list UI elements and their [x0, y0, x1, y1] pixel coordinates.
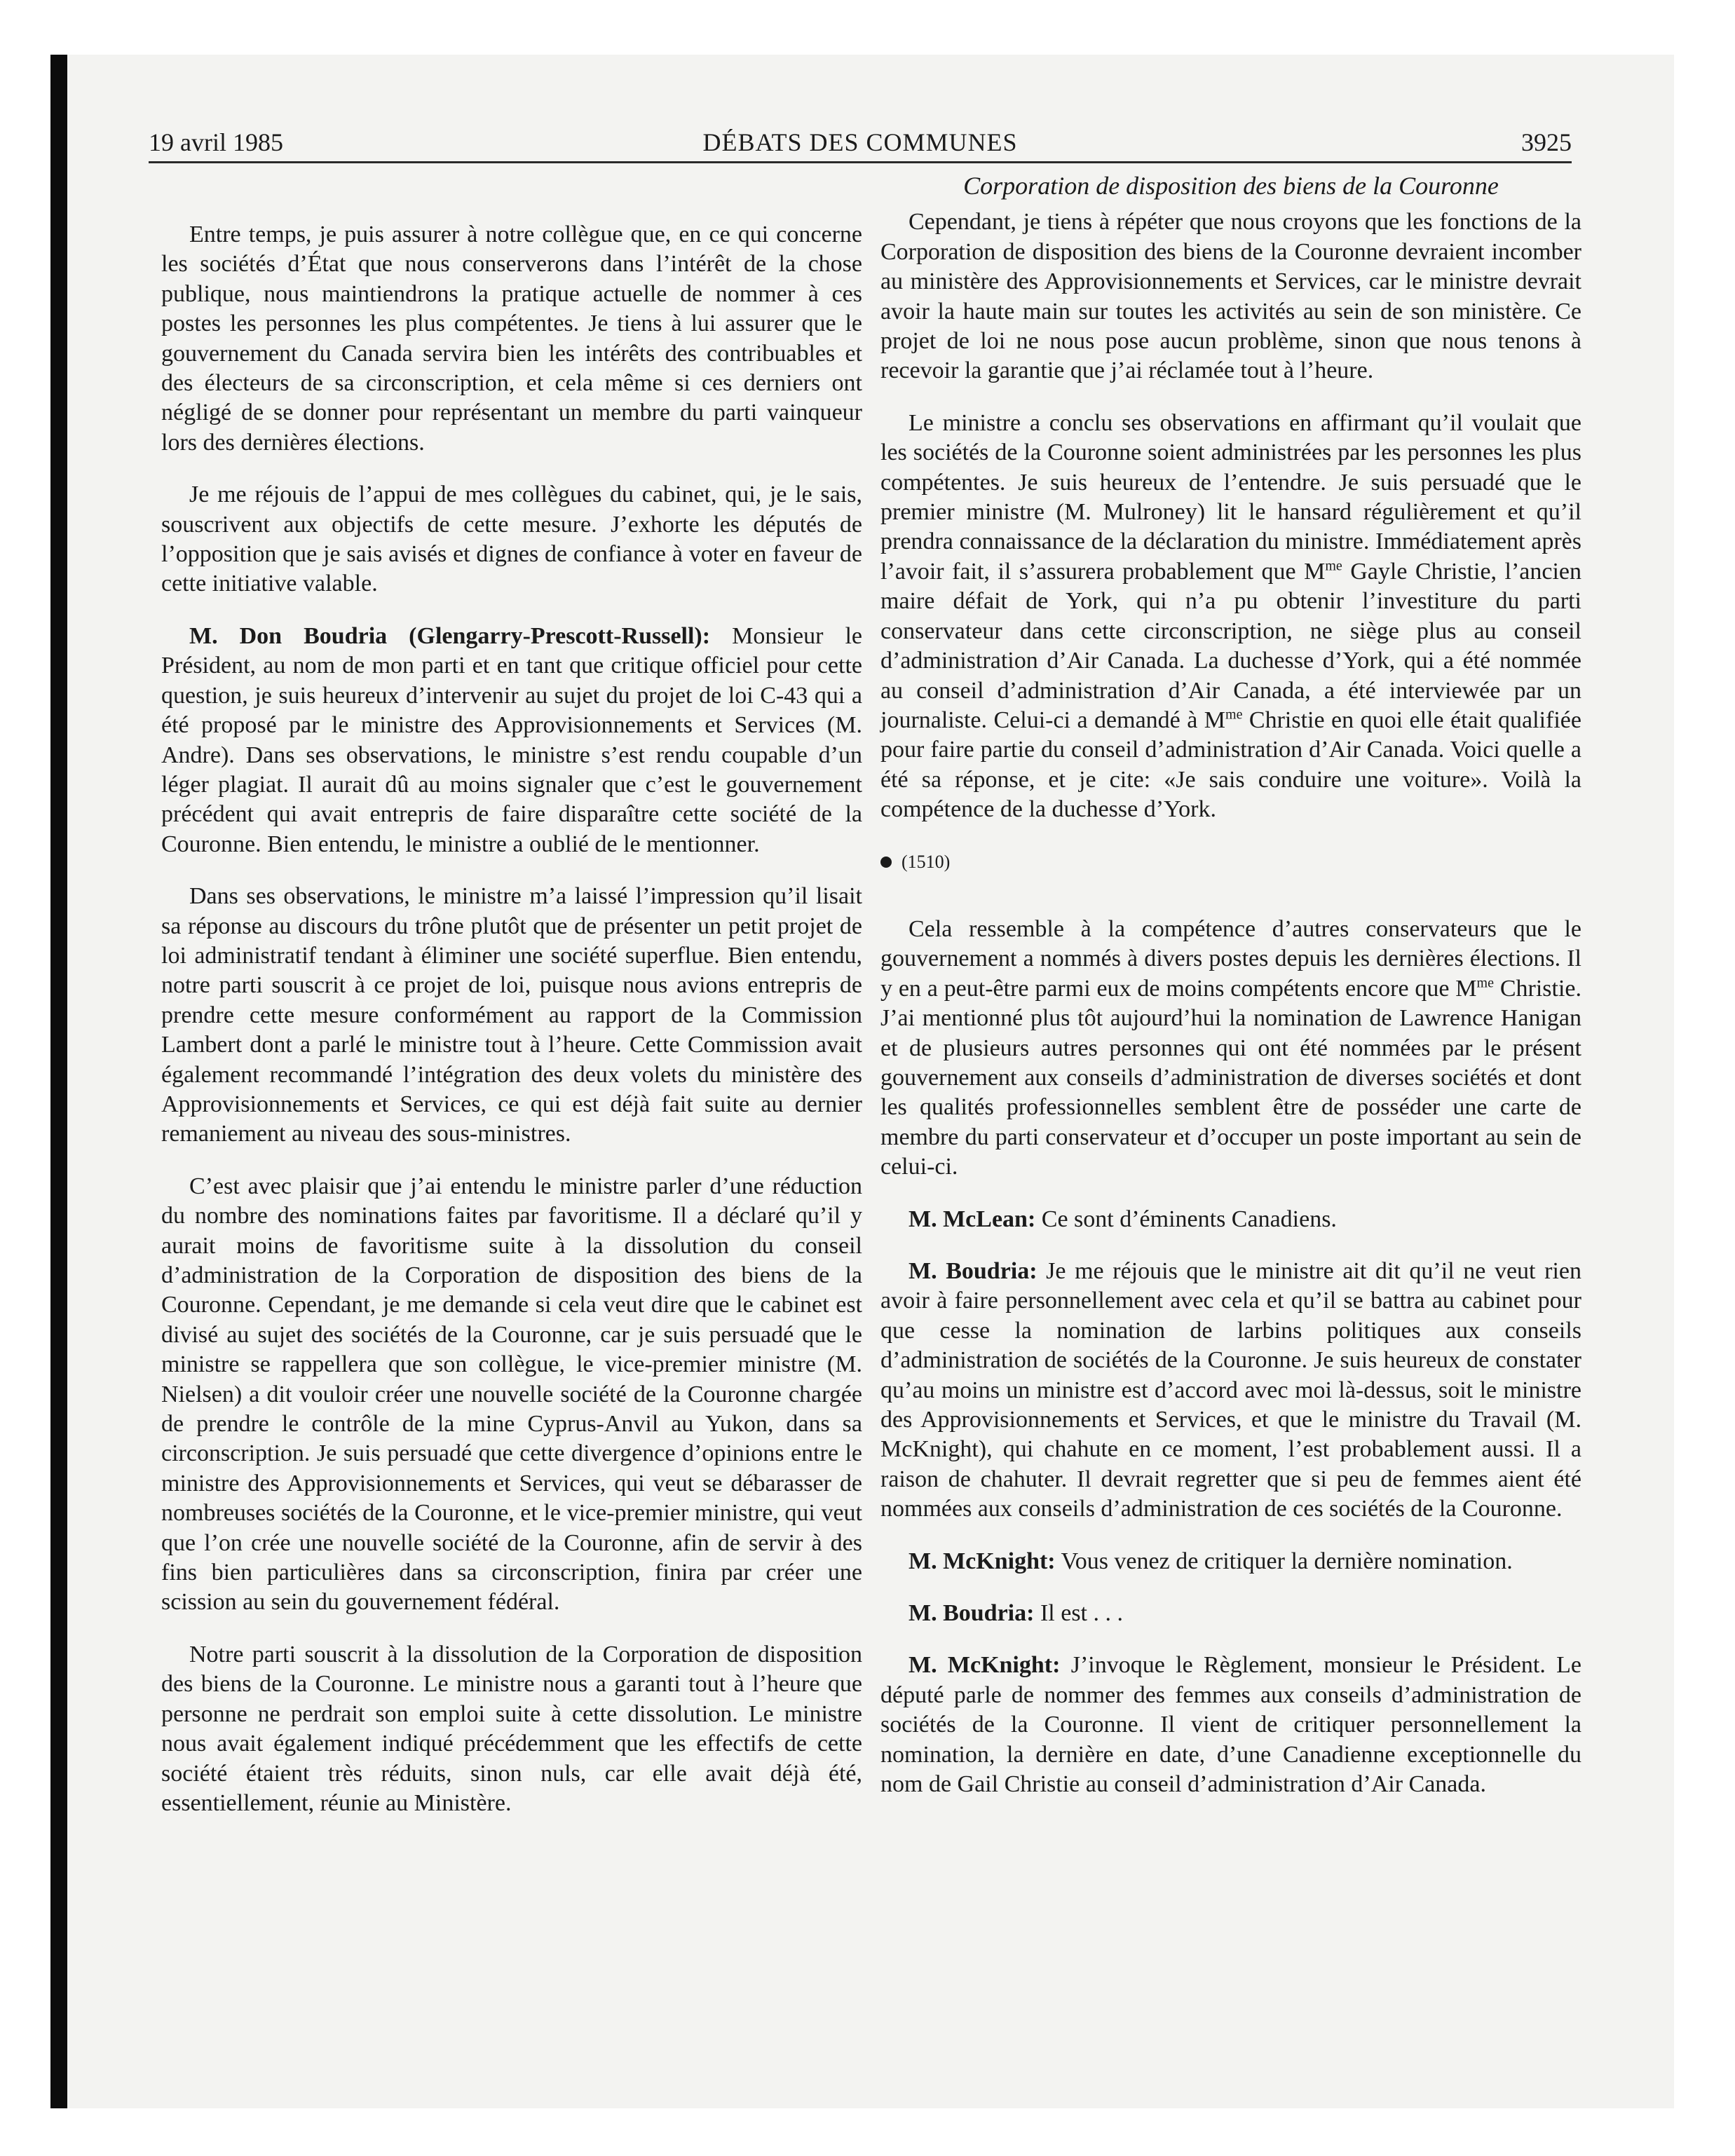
paragraph: C’est avec plaisir que j’ai entendu le ministre parler d’une réduction du nombre des nominations faites par favoritisme. Il a déclaré qu’il y aurait moins de favoritisme suite à la dissolution du conseil d’administration de la Corporation de disposition des biens de la Couronne. Cependant, je me demande si cela veut dire que le cabinet est divisé au sujet des sociétés de la Couronne, car je suis persuadé que le ministre se rappellera que son collègue, le vice-premier ministre (M. Nielsen) a dit vouloir créer une nouvelle société de la Couronne chargée de prendre le contrôle de la mine Cyprus-Anvil au Yukon, dans sa circonscription. Je suis persuadé que cette divergence d’opinions entre le ministre des Approvisionnements et Services, qui veut se débarasser de nombreuses sociétés de la Couronne, et le vice-premier ministre, qui veut que l’on crée une nouvelle société de la Couronne, afin de servir à des fins bien particulières dans sa circonscription, finira par créer une scission au sein du gouvernement fédéral.	[161, 1173, 862, 1616]
speaker-name: M. Boudria:	[909, 1600, 1035, 1627]
paragraph: Le ministre a conclu ses observations en affirmant qu’il voulait que les sociétés de la Couronne soient administrées par les personnes les plus compétentes. Je suis heureux de l’entendre. Je suis persuadé que le premier ministre (M. Mulroney) lit le hansard régulièrement et qu’il prendra connaissance de la déclaration du ministre. Immédiatement après l’avoir fait, il s’assurera probablement que $M^{me}$ Gayle Christie, l’ancien maire défait de York, qui n’a pu obtenir l’investiture du parti conservateur dans cette circonscription, ne siège plus au conseil d’administration d’Air Canada. La duchesse d’York, qui a été nommée au conseil d’administration d’Air Canada, a été interviewée par un journaliste. Celui-ci a demandé à $M^{me}$ Christie en quoi elle était qualifiée pour faire partie du conseil d’administration d’Air Canada. Voici quelle a été sa réponse, et je cite: «Je sais conduire une voiture». Voilà la compétence de la duchesse d’York.	[880, 409, 1581, 823]
header-date: 19 avril 1985	[149, 128, 283, 156]
speaker-name: M. McKnight:	[909, 1548, 1056, 1574]
speaker-name: M. McLean:	[909, 1206, 1036, 1232]
paragraph: M. Boudria: Il est . . .	[909, 1600, 1123, 1627]
paragraph: M. Boudria: Je me réjouis que le ministre ait dit qu’il ne veut rien avoir à faire personnellement avec cela et qu’il se battra au cabinet pour que cesse la nomination de larbins politiques aux conseils d’administration de sociétés de la Couronne. Je suis heureux de constater qu’au moins un ministre est d’accord avec moi là-dessus, soit le ministre des Approvisionnements et Services, et que le ministre du Travail (M. McKnight), qui chahute en ce moment, l’est probablement aussi. Il a raison de chahuter. Il devrait regretter que si peu de femmes aient été nommées aux conseils d’administration de ces sociétés de la Couronne.	[880, 1258, 1581, 1522]
paragraph: M. McKnight: J’invoque le Règlement, monsieur le Président. Le député parle de nommer des femmes aux conseils d’administration de sociétés de la Couronne. Il vient de critiquer personnellement la nomination, la dernière en date, d’une Canadienne exceptionnelle du nom de Gail Christie au conseil d’administration d’Air Canada.	[880, 1652, 1581, 1798]
bullet-icon	[880, 857, 892, 868]
running-head: Corporation de disposition des biens de la Couronne	[963, 172, 1499, 200]
timestamp: (1510)	[880, 847, 1581, 877]
paragraph: Cela ressemble à la compétence d’autres conservateurs que le gouvernement a nommés à divers postes depuis les dernières élections. Il y en a peut-être parmi eux de moins compétents encore que $M^{me}$ Christie. J’ai mentionné plus tôt aujourd’hui la nomination de Lawrence Hanigan et de plusieurs autres personnes qui ont été nommées par le présent gouvernement aux conseils d’administration de diverses sociétés et dont les qualités professionnelles semblent être de posséder une carte de membre du parti conservateur et d’occuper un poste important au sein de celui-ci.	[880, 915, 1581, 1180]
paragraph: M. McLean: Ce sont d’éminents Canadiens.	[909, 1206, 1337, 1232]
paragraph: Entre temps, je puis assurer à notre collègue que, en ce qui concerne les sociétés d’État que nous conserverons dans l’intérêt de la chose publique, nous maintiendrons la pratique actuelle de nommer à ces postes les personnes les plus compétentes. Je tiens à lui assurer que le gouvernement du Canada servira bien les intérêts des contribuables et des électeurs de sa circonscription, et cela même si ces derniers ont négligé de se donner pour représentant un membre du parti vainqueur lors des dernières élections.	[161, 221, 862, 456]
paragraph: Cependant, je tiens à répéter que nous croyons que les fonctions de la Corporation de disposition des biens de la Couronne devraient incomber au ministère des Approvisionnements et Services, car le ministre devrait avoir la haute main sur toutes les activités au sein de son ministère. Ce projet de loi ne nous pose aucun problème, sinon que nous tenons à recevoir la garantie que j’ai réclamée tout à l’heure.	[880, 209, 1581, 384]
paragraph: M. Don Boudria (Glengarry-Prescott-Russell): Monsieur le Président, au nom de mon parti et en tant que critique officiel pour cette question, je suis heureux d’intervenir au sujet du projet de loi C-43 qui a été proposé par le ministre des Approvisionnements et Services (M. Andre). Dans ses observations, le ministre s’est rendu coupable d’un léger plagiat. Il aurait dû au moins signaler que c’est le gouvernement précédent qui avait entrepris de faire disparaître cette société de la Couronne. Bien entendu, le ministre a oublié de le mentionner.	[161, 622, 862, 857]
header-title: DÉBATS DES COMMUNES	[702, 128, 1018, 156]
left-column	[161, 220, 862, 1818]
page-header	[149, 123, 1572, 163]
scan-edge	[50, 55, 67, 2108]
right-column	[880, 171, 1581, 1800]
speaker-name: M. Boudria:	[909, 1258, 1037, 1284]
paragraph: Notre parti souscrit à la dissolution de la Corporation de disposition des biens de la Couronne. Le ministre nous a garanti tout à l’heure que personne ne perdrait son emploi suite à cette dissolution. Le ministre nous avait également indiqué précédemment que les effectifs de cette société étaient très réduits, sinon nuls, car elle avait déjà été, essentiellement, réunie au Ministère.	[161, 1641, 862, 1816]
speaker-name: M. Don Boudria (Glengarry-Prescott-Russell):	[189, 622, 711, 649]
speaker-name: M. McKnight:	[909, 1652, 1061, 1679]
page-number: 3925	[1521, 128, 1572, 156]
paragraph: M. McKnight: Vous venez de critiquer la dernière nomination.	[909, 1548, 1513, 1574]
paragraph: Dans ses observations, le ministre m’a laissé l’impression qu’il lisait sa réponse au discours du trône plutôt que de présenter un petit projet de loi administratif tendant à éliminer une société superflue. Bien entendu, notre parti souscrit à ce projet de loi, puisque nous avions entrepris de prendre cette mesure conformément au rapport de la Commission Lambert dont a parlé le ministre tout à l’heure. Cette Commission avait également recommandé l’intégration des deux volets du ministère des Approvisionnements et Services, ce qui est déjà fait suite au dernier remaniement au niveau des sous-ministres.	[161, 883, 862, 1147]
paragraph: Je me réjouis de l’appui de mes collègues du cabinet, qui, je le sais, souscrivent aux objectifs de cette mesure. J’exhorte les députés de l’opposition que je sais avisés et dignes de confiance à voter en faveur de cette initiative valable.	[161, 482, 862, 597]
